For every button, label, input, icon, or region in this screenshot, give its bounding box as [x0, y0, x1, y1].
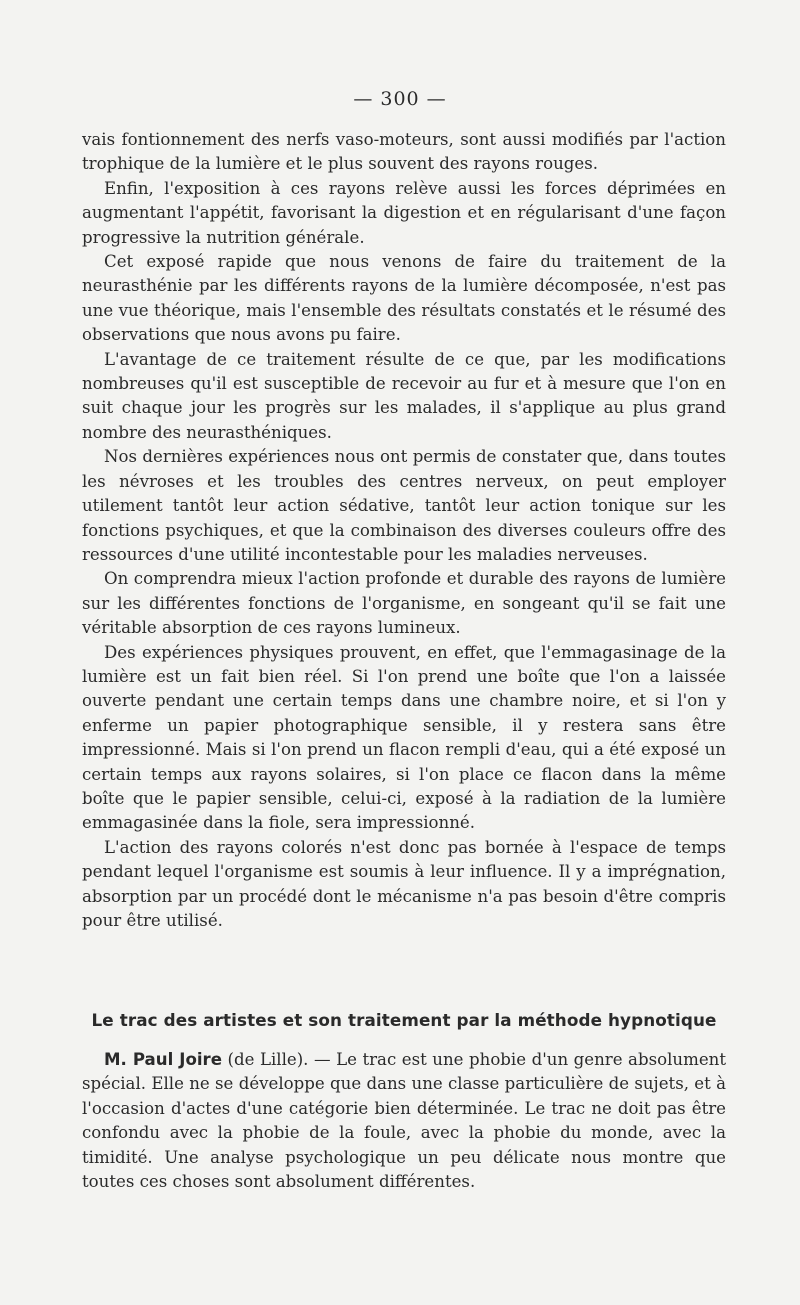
section-body: [82, 1048, 726, 1194]
section-paragraph-text: (de Lille). — Le trac est une phobie d'un genre absolument spécial. Elle ne se développe que dans une classe particulière de sujets, et à l'occasion d'actes d'une catégorie bien déterminée. Le trac ne doit pas être confondu avec la phobie de la foule, avec la phobie du monde, avec la timidité. Une analyse psychologique un peu délicate nous montre que toutes ces choses sont absolument différentes.: [82, 1050, 726, 1192]
page-number: — 300 —: [353, 88, 447, 110]
body-text: [82, 128, 726, 933]
paragraph: Enfin, l'exposition à ces rayons relève aussi les forces déprimées en augmentant l'appétit, favorisant la digestion et en régularisant d'une façon progressive la nutrition générale.: [82, 178, 726, 247]
section-title: Le trac des artistes et son traitement par la méthode hypnotique: [91, 1010, 717, 1030]
paragraph: Nos dernières expériences nous ont permis de constater que, dans toutes les névroses et les troubles des centres nerveux, on peut employer utilement tantôt leur action sédative, tantôt leur action tonique sur les fonctions psychiques, et que la combinaison des diverses couleurs offre des ressources d'une utilité incontestable pour les maladies nerveuses.: [82, 447, 726, 564]
author-name: M. Paul Joire: [104, 1050, 222, 1069]
paragraph: L'action des rayons colorés n'est donc pas bornée à l'espace de temps pendant lequel l'organisme est soumis à leur influence. Il y a imprégnation, absorption par un procédé dont le mécanisme n'a pas besoin d'être compris pour être utilisé.: [82, 837, 726, 930]
paragraph: L'avantage de ce traitement résulte de ce que, par les modifications nombreuses qu'il est susceptible de recevoir au fur et à mesure que l'on en suit chaque jour les progrès sur les malades, il s'applique au plus grand nombre des neurasthéniques.: [82, 349, 726, 442]
paragraph: On comprendra mieux l'action profonde et durable des rayons de lumière sur les différentes fonctions de l'organisme, en songeant qu'il se fait une véritable absorption de ces rayons lumineux.: [82, 569, 726, 638]
paragraph: Des expériences physiques prouvent, en effet, que l'emmagasinage de la lumière est un fait bien réel. Si l'on prend une boîte que l'on a laissée ouverte pendant une certain temps dans une chambre noire, et si l'on y enferme un papier photographique sensible, il y restera sans être impressionné. Mais si l'on prend un flacon rempli d'eau, qui a été exposé un certain temps aux rayons solaires, si l'on place ce flacon dans la même boîte que le papier sensible, celui-ci, exposé à la radiation de la lumière emmagasinée dans la fiole, sera impressionné.: [82, 642, 726, 833]
paragraph: Cet exposé rapide que nous venons de faire du traitement de la neurasthénie par les différents rayons de la lumière décomposée, n'est pas une vue théorique, mais l'ensemble des résultats constatés et le résumé des observations que nous avons pu faire.: [82, 252, 726, 345]
paragraph: vais fontionnement des nerfs vaso-moteurs, sont aussi modifiés par l'action trophique de la lumière et le plus souvent des rayons rouges.: [82, 130, 726, 174]
section-paragraph: [82, 1048, 726, 1194]
